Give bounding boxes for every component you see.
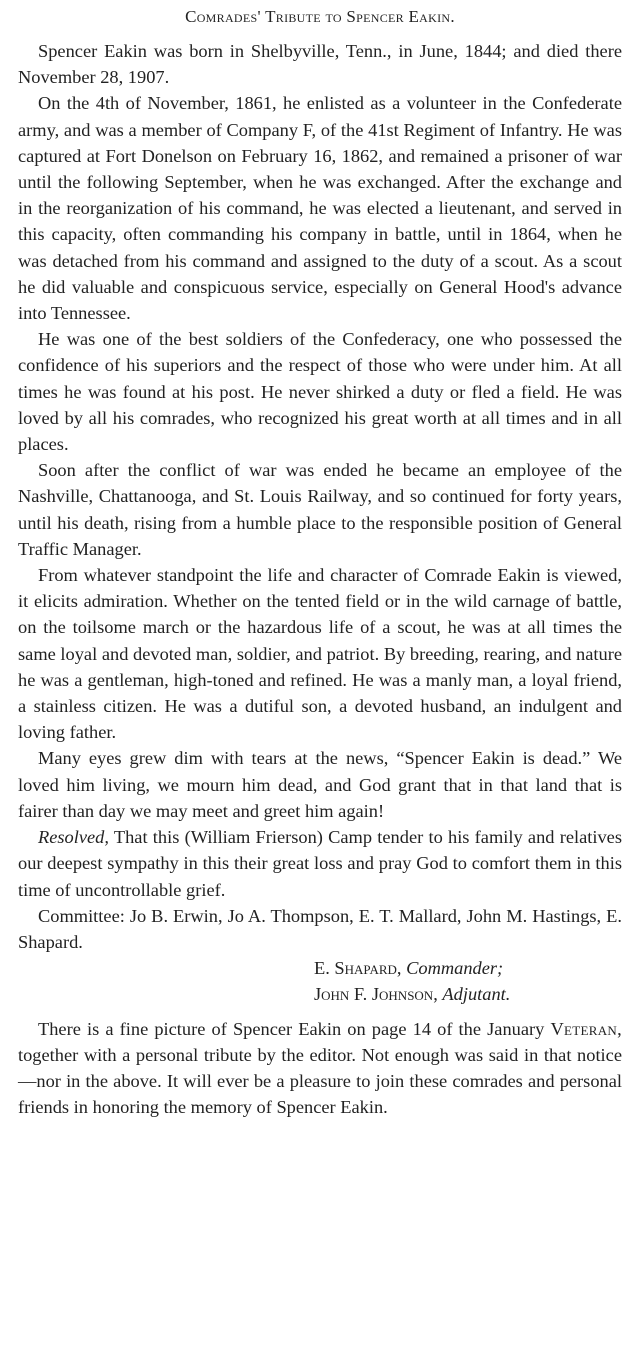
spacer xyxy=(18,1008,622,1016)
signature-name: John F. Johnson, xyxy=(314,984,438,1005)
paragraph-resolution xyxy=(18,824,622,903)
paragraph-railway: Soon after the conflict of war was ended he became an employee of the Nashville, Chattanooga, and St. Louis Railway, and so continued for forty years, until his death, rising from a humble place to the responsible position of General Traffic Manager. xyxy=(18,460,622,559)
paragraph-committee: Committee: Jo B. Erwin, Jo A. Thompson, E. T. Mallard, John M. Hastings, E. Shapard. xyxy=(18,905,622,952)
article-title: Comrades' Tribute to Spencer Eakin. xyxy=(185,7,455,26)
note-before: There is a fine picture of Spencer Eakin on page 14 of the January xyxy=(38,1018,551,1039)
resolution-lead: Resolved, xyxy=(38,827,109,848)
signature-role: Adjutant. xyxy=(442,984,511,1005)
paragraph-mourning: Many eyes grew dim with tears at the news, “Spencer Eakin is dead.” We loved him living, we mourn him dead, and God grant that in that land that is fairer than day we may meet and greet him again! xyxy=(18,748,622,821)
paragraph-admiration: From whatever standpoint the life and character of Comrade Eakin is viewed, it elicits admiration. Whether on the tented field or in the wild carnage of battle, on the toilsome march or the hazardous life of a scout, he was at all times the same loyal and devoted man, soldier, and patriot. By breeding, rearing, and nature he was a gentleman, high-toned and refined. He was a manly man, a loyal friend, a stainless citizen. He was a dutiful son, a devoted husband, an indulgent and loving father. xyxy=(18,565,622,743)
signature-commander xyxy=(314,955,622,981)
paragraph-character: He was one of the best soldiers of the Confederacy, one who possessed the confidence of his superiors and the respect of those who were under him. At all times he was found at his post. He never shirked a duty or fled a field. He was loved by all his comrades, who recognized his great worth at all times and in all places. xyxy=(18,329,622,455)
paragraph-editor-note xyxy=(18,1016,622,1121)
signature-role: Commander; xyxy=(406,958,504,979)
note-veteran: Veteran, xyxy=(550,1018,622,1039)
paragraph-birth: Spencer Eakin was born in Shelbyville, Tenn., in June, 1844; and died there November 28, 1907. xyxy=(18,41,622,88)
resolution-text: That this (William Frierson) Camp tender to his family and relatives our deepest sympathy in this their great loss and pray God to comfort them in this time of uncontrollable grief. xyxy=(18,827,622,900)
article xyxy=(18,6,622,1120)
note-after: together with a personal tribute by the editor. Not enough was said in that notice—nor in the above. It will ever be a pleasure to join these comrades and personal friends in honoring the memory of Spencer Eakin. xyxy=(18,1044,622,1118)
signature-name: E. Shapard, xyxy=(314,958,402,979)
signature-adjutant xyxy=(314,981,622,1007)
paragraph-service: On the 4th of November, 1861, he enlisted as a volunteer in the Confederate army, and was a member of Company F, of the 41st Regiment of Infantry. He was captured at Fort Donelson on February 16, 1862, and remained a prisoner of war until the following September, when he was exchanged. After the exchange and in the reorganization of his command, he was elected a lieutenant, and served in this capacity, often commanding his company in battle, until in 1864, when he was detached from his command and assigned to the duty of a scout. As a scout he did valuable and conspicuous service, especially on General Hood's advance into Tennessee. xyxy=(18,93,622,324)
